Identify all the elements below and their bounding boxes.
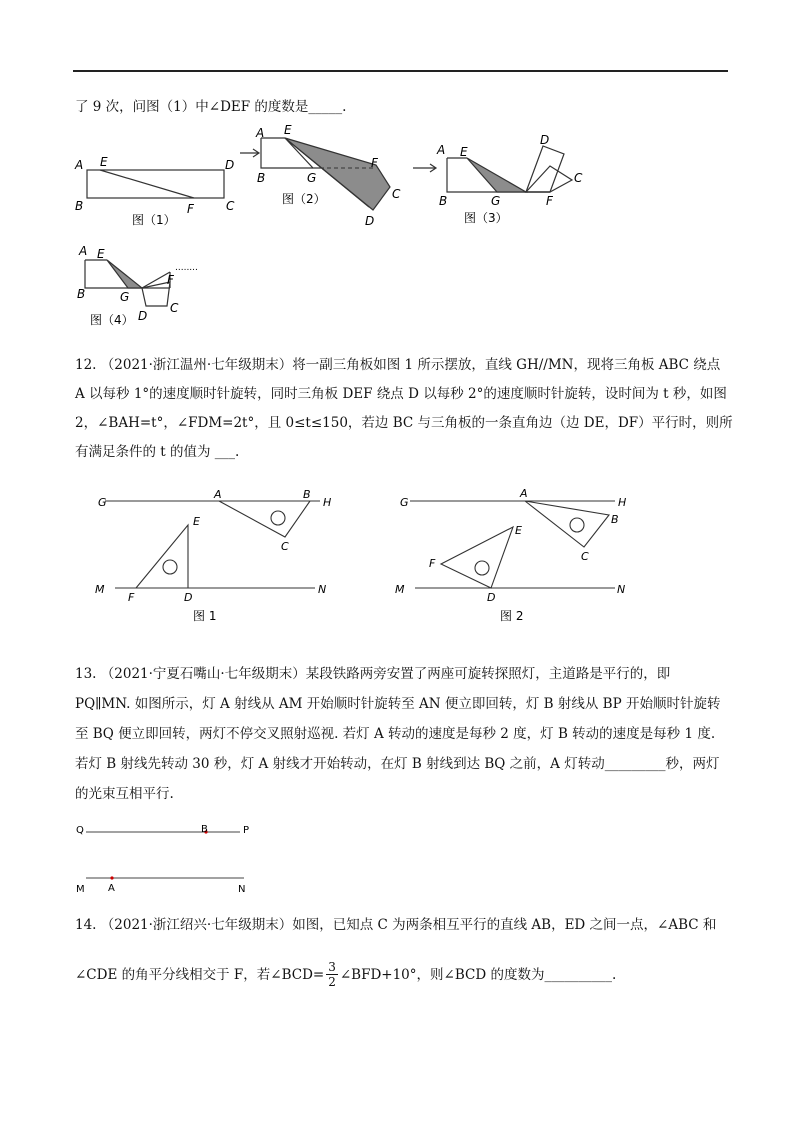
- q12-line-4: 有满足条件的 t 的值为 ___.: [75, 444, 240, 460]
- q14-line-2-end: ∠BFD+10°，则∠BCD 的度数为__________.: [339, 966, 617, 983]
- f12a-label-c: C: [281, 540, 289, 553]
- arrow-icon: [413, 164, 436, 172]
- fig4-label-a: A: [79, 244, 88, 258]
- f12a-label-h: H: [323, 496, 332, 509]
- fig1-label-e: E: [100, 155, 108, 169]
- f13-label-q: Q: [76, 825, 84, 836]
- f12a-label-a: A: [214, 488, 222, 501]
- fig1-label-d: D: [225, 158, 235, 172]
- fig3-label-a: A: [437, 143, 446, 157]
- q13-line-4: 若灯 B 射线先转动 30 秒，灯 A 射线才开始转动，在灯 B 射线到达 BQ 之前，A 灯转动_________秒，两灯: [75, 756, 720, 772]
- f12a-label-n: N: [318, 583, 327, 596]
- fig1-label-f: F: [187, 202, 194, 216]
- q11-fig1: [74, 155, 235, 227]
- fig4-label-b: B: [77, 287, 86, 301]
- f12a-caption: 图 1: [193, 609, 217, 623]
- f13-label-a: A: [108, 883, 115, 894]
- f12b-label-e: E: [515, 524, 522, 537]
- fig2-label-d: D: [365, 214, 375, 228]
- fig4-label-c: C: [170, 301, 179, 315]
- f12b-caption: 图 2: [500, 609, 524, 623]
- fig2-label-c: C: [392, 187, 401, 201]
- f12b-label-g: G: [400, 496, 409, 509]
- fig2-label-a: A: [256, 126, 265, 140]
- f13-label-m: M: [76, 884, 85, 895]
- fig2-label-e: E: [284, 125, 292, 137]
- q11-figures-1-3: [70, 125, 430, 235]
- q14-line-1: 14. （2021·浙江绍兴·七年级期末）如图，已知点 C 为两条相互平行的直线 AB，ED 之间一点，∠ABC 和: [75, 917, 717, 933]
- q14-fraction: [326, 960, 338, 989]
- arrow-icon: [240, 149, 259, 157]
- q11-fig2: [255, 125, 401, 228]
- fig1-caption: 图（1）: [132, 213, 176, 227]
- q12-line-2: A 以每秒 1°的速度顺时针旋转，同时三角板 DEF 绕点 D 以每秒 2°的速度顺时针旋转，设时间为 t 秒，如图: [75, 386, 727, 402]
- fig3-label-f: F: [546, 194, 553, 208]
- q13-line-2: PQ∥MN. 如图所示，灯 A 射线从 AM 开始顺时针旋转至 AN 便立即回转，灯 B 射线从 BP 开始顺时针旋转: [75, 696, 721, 712]
- fig4-caption: 图（4）: [90, 313, 134, 327]
- f12b-label-n: N: [617, 583, 626, 596]
- f12b-label-h: H: [618, 496, 627, 509]
- fig1-label-b: B: [75, 199, 84, 213]
- lamp-a-dot: [110, 876, 113, 879]
- f12b-label-f: F: [429, 557, 436, 570]
- fig4-label-e: E: [97, 247, 105, 261]
- f12a-label-f: F: [128, 591, 135, 604]
- fig1-label-c: C: [226, 199, 235, 213]
- f12b-label-m: M: [395, 583, 405, 596]
- q12-figure-2: [395, 485, 645, 625]
- fig4-label-f: F: [167, 273, 174, 287]
- f12b-label-d: D: [487, 591, 496, 604]
- header-rule: [73, 70, 728, 72]
- q13-line-1: 13. （2021·宁夏石嘴山·七年级期末）某段铁路两旁安置了两座可旋转探照灯，主道路是平行的，即: [75, 666, 671, 682]
- f12a-label-b: B: [303, 488, 311, 501]
- fraction-denominator: 2: [328, 975, 336, 989]
- f13-label-p: P: [243, 825, 250, 836]
- q12-figure-1: [90, 485, 350, 625]
- f12b-label-c: C: [581, 550, 589, 563]
- fraction-numerator: 3: [328, 960, 336, 974]
- fig3-label-b: B: [439, 194, 448, 208]
- fig2-caption: 图（2）: [282, 192, 326, 206]
- fig2-label-f: F: [371, 156, 378, 170]
- f12a-label-g: G: [98, 496, 107, 509]
- f12a-label-e: E: [193, 515, 200, 528]
- f12b-label-a: A: [520, 487, 528, 500]
- q12-line-1: 12. （2021·浙江温州·七年级期末）将一副三角板如图 1 所示摆放，直线 GH//MN，现将三角板 ABC 绕点: [75, 357, 721, 373]
- fig1-label-a: A: [75, 158, 84, 172]
- fig3-label-g: G: [491, 194, 501, 208]
- fig3-label-d: D: [540, 133, 550, 147]
- q11-figure-3: [410, 130, 590, 230]
- q13-figure: [72, 815, 272, 900]
- fig4-label-g: G: [120, 290, 130, 304]
- f12a-label-d: D: [184, 591, 193, 604]
- fig4-dots: ........: [175, 263, 198, 273]
- q11-figure-4: [70, 240, 220, 332]
- q12-line-3: 2，∠BAH=t°，∠FDM=2t°，且 0≤t≤150，若边 BC 与三角板的一条直角边（边 DE，DF）平行时，则所: [75, 415, 733, 431]
- q14-line-2: [75, 960, 616, 989]
- q13-line-5: 的光束互相平行.: [75, 786, 174, 802]
- fig3-caption: 图（3）: [464, 211, 508, 225]
- f12a-label-m: M: [95, 583, 105, 596]
- f13-label-b: B: [201, 824, 208, 835]
- fig3-label-e: E: [460, 145, 468, 159]
- f12b-label-b: B: [611, 513, 619, 526]
- q13-line-3: 至 BQ 便立即回转，两灯不停交叉照射巡视. 若灯 A 转动的速度是每秒 2 度，灯 B 转动的速度是每秒 1 度.: [75, 726, 716, 742]
- fig2-label-b: B: [257, 171, 266, 185]
- q14-line-2-start: ∠CDE 的角平分线相交于 F，若∠BCD=: [75, 966, 325, 983]
- f13-label-n: N: [238, 884, 246, 895]
- q11-text: 了 9 次，问图（1）中∠DEF 的度数是_____.: [75, 99, 347, 115]
- fig2-label-g: G: [307, 171, 317, 185]
- fig4-label-d: D: [138, 309, 148, 323]
- fig3-label-c: C: [574, 171, 583, 185]
